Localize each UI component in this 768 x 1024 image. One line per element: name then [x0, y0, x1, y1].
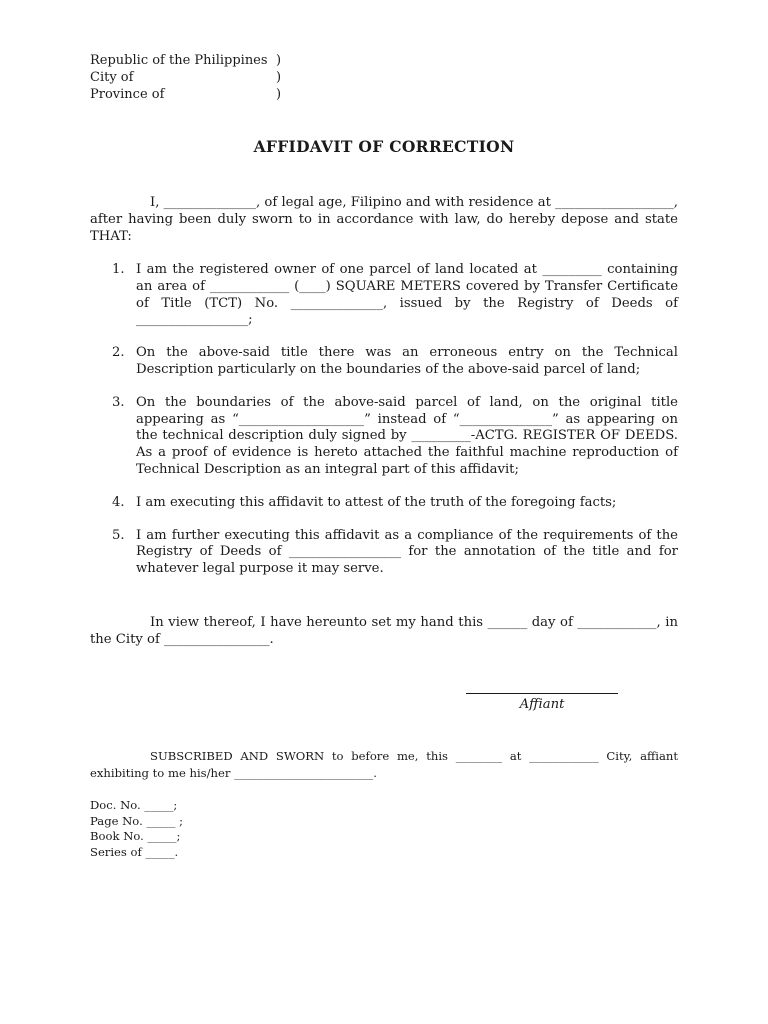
item-number: 5.	[112, 527, 125, 543]
list-item	[90, 262, 678, 329]
intro-paragraph: I, ______________, of legal age, Filipino and with residence at __________________, after having been duly sworn to in accordance with law, do hereby depose and state THAT:	[90, 195, 678, 244]
venue-row	[90, 69, 310, 86]
series-of: Series of _____.	[90, 844, 179, 859]
venue-row	[90, 86, 310, 103]
item-number: 2.	[112, 345, 125, 361]
item-text: On the above-said title there was an erroneous entry on the Technical Description particularly on the boundaries of the above-said parcel of land;	[136, 345, 678, 377]
statement-list	[90, 262, 678, 578]
venue-republic: Republic of the Philippines	[90, 53, 268, 68]
item-number: 1.	[112, 262, 125, 277]
item-text: I am the registered owner of one parcel of land located at _________ containing an area of ____________ (____) SQUARE METERS covered by Transfer Certificate of Title (TCT) No. ______________, issued by the Registry of Deeds of _________________;	[136, 262, 678, 328]
page-no: Page No. _____ ;	[90, 813, 184, 828]
document-title: AFFIDAVIT OF CORRECTION	[253, 137, 515, 156]
signature-line	[466, 693, 618, 694]
venue-bracket: )	[276, 87, 282, 102]
item-number: 4.	[112, 494, 125, 510]
item-text: I am further executing this affidavit as a compliance of the requirements of the Registry of Deeds of _________________ for the annotation of the title and for whatever legal purpose it may serve.	[136, 527, 678, 577]
item-text: I am executing this affidavit to attest of the truth of the foregoing facts;	[136, 494, 617, 510]
jurat-paragraph: SUBSCRIBED AND SWORN to before me, this ________ at ____________ City, affiant exhibiting to me his/her ________________________.	[90, 749, 678, 780]
book-no: Book No. _____;	[90, 829, 181, 843]
venue-city: City of	[90, 70, 134, 85]
affiant-label: Affiant	[519, 697, 565, 712]
list-item	[90, 528, 678, 578]
venue-row	[90, 52, 310, 69]
list-item	[90, 345, 678, 379]
item-text: On the boundaries of the above-said parcel of land, on the original title appearing as “___________________” instead of “______________” as appearing on the technical description duly signed by _________-ACTG. REGISTER OF DEEDS. As a proof of evidence is hereto attached the faithful machine reproduction of Technical Description as an integral part of this affidavit;	[136, 394, 678, 477]
in-view-paragraph: In view thereof, I have hereunto set my hand this ______ day of ____________, in the City of ________________.	[90, 615, 678, 647]
venue-bracket: )	[276, 53, 282, 68]
doc-no: Doc. No. _____;	[90, 798, 178, 812]
list-item	[90, 395, 678, 479]
venue-province: Province of	[90, 87, 165, 102]
notarial-block	[90, 798, 183, 860]
venue-bracket: )	[276, 70, 282, 85]
venue-block	[90, 52, 310, 103]
item-number: 3.	[112, 394, 125, 410]
list-item	[90, 495, 678, 512]
